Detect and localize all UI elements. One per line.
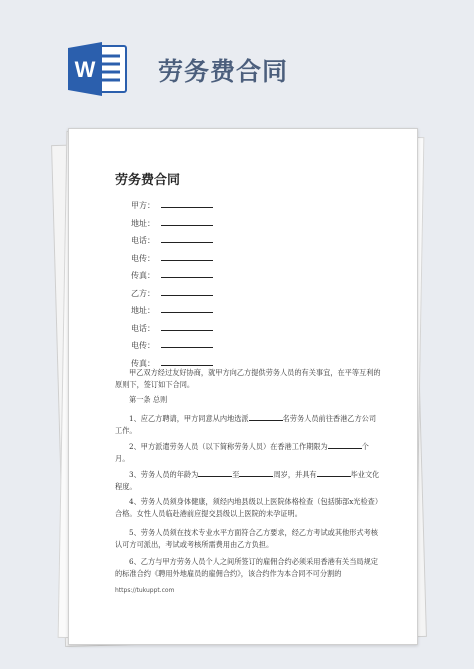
- field-label: 传真：: [131, 271, 155, 280]
- document-page: [68, 128, 418, 645]
- intro-paragraph: 甲乙双方经过友好协商，就甲方向乙方提供劳务人员的有关事宜，在平等互利的原则下，签订如下合同。: [115, 368, 381, 389]
- section-title: 第一条 总则: [129, 395, 168, 404]
- clause-blank: [198, 468, 232, 477]
- field-fax-a: [131, 267, 291, 285]
- field-label: 地址：: [131, 218, 155, 228]
- clause-4: 4、劳务人员须身体健康，须经内地县级以上医院体格检查（包括肺部x光检查）合格。女性人员临赴港前应提交县级以上医院的未孕证明。: [115, 497, 383, 518]
- field-telex-a: [131, 250, 291, 268]
- field-blank-line: [161, 260, 213, 261]
- clause-text: 1、应乙方聘请，甲方同意从内地选派: [129, 414, 249, 423]
- clause-blank: [317, 468, 351, 477]
- field-blank-line: [161, 277, 213, 278]
- clause-text: 至: [232, 470, 240, 479]
- document-title: 劳务费合同: [158, 57, 289, 86]
- clause-1: [115, 412, 383, 437]
- clause-blank: [249, 412, 283, 421]
- clause-6: 6、乙方与甲方劳务人员个人之间所签订的雇佣合约必须采用香港有关当局规定的标准合约《聘用外地雇员的雇佣合约》，该合约作为本合同不可分割的: [115, 557, 378, 578]
- field-blank-line: [161, 242, 213, 243]
- clause-text: 2、甲方派遣劳务人员（以下简称劳务人员）在香港工作期限为: [129, 442, 328, 451]
- field-label: 电话：: [131, 323, 155, 333]
- field-phone-a: [131, 232, 291, 250]
- field-blank-line: [161, 347, 213, 348]
- field-label: 电话：: [131, 236, 155, 245]
- clause-3: [115, 468, 383, 493]
- clause-text: 毕业文化程度。: [115, 470, 380, 491]
- clause-2: [115, 440, 383, 465]
- field-label: 电传：: [131, 341, 155, 350]
- field-blank-line: [161, 225, 213, 226]
- word-logo-icon: [66, 40, 128, 98]
- clause-text: 周岁，并具有: [273, 470, 317, 479]
- field-blank-line: [161, 295, 213, 296]
- field-label: 地址：: [131, 306, 155, 315]
- clause-blank: [328, 440, 362, 449]
- field-blank-line: [161, 207, 213, 208]
- field-blank-line: [161, 312, 213, 313]
- clause-text: 个月。: [115, 442, 369, 463]
- field-party-a: [131, 197, 291, 215]
- clause-text: 3、劳务人员的年龄为: [129, 470, 199, 479]
- field-label: 甲方：: [131, 201, 155, 210]
- clause-blank: [239, 468, 273, 477]
- field-blank-line: [161, 330, 213, 331]
- field-phone-b: [131, 320, 291, 338]
- field-party-b: [131, 285, 291, 303]
- clause-5: 5、劳务人员须在技术专业水平方面符合乙方要求，经乙方考试或其他形式考核认可方可派出，考试或考核所需费用由乙方负担。: [115, 528, 378, 549]
- field-label: 传真：: [131, 358, 155, 368]
- page-heading: 劳务费合同: [115, 173, 181, 188]
- svg-text:W: W: [74, 57, 96, 82]
- field-label: 乙方：: [131, 288, 155, 298]
- field-blank-line: [161, 365, 213, 366]
- field-telex-b: [131, 337, 291, 355]
- field-address-a: [131, 215, 291, 233]
- clause-text: 名劳务人员前往香港乙方公司工作。: [115, 414, 377, 435]
- party-fields: [131, 197, 291, 372]
- footer-url: https://tukuppt.com: [115, 587, 175, 594]
- field-label: 电传：: [131, 253, 155, 263]
- field-address-b: [131, 302, 291, 320]
